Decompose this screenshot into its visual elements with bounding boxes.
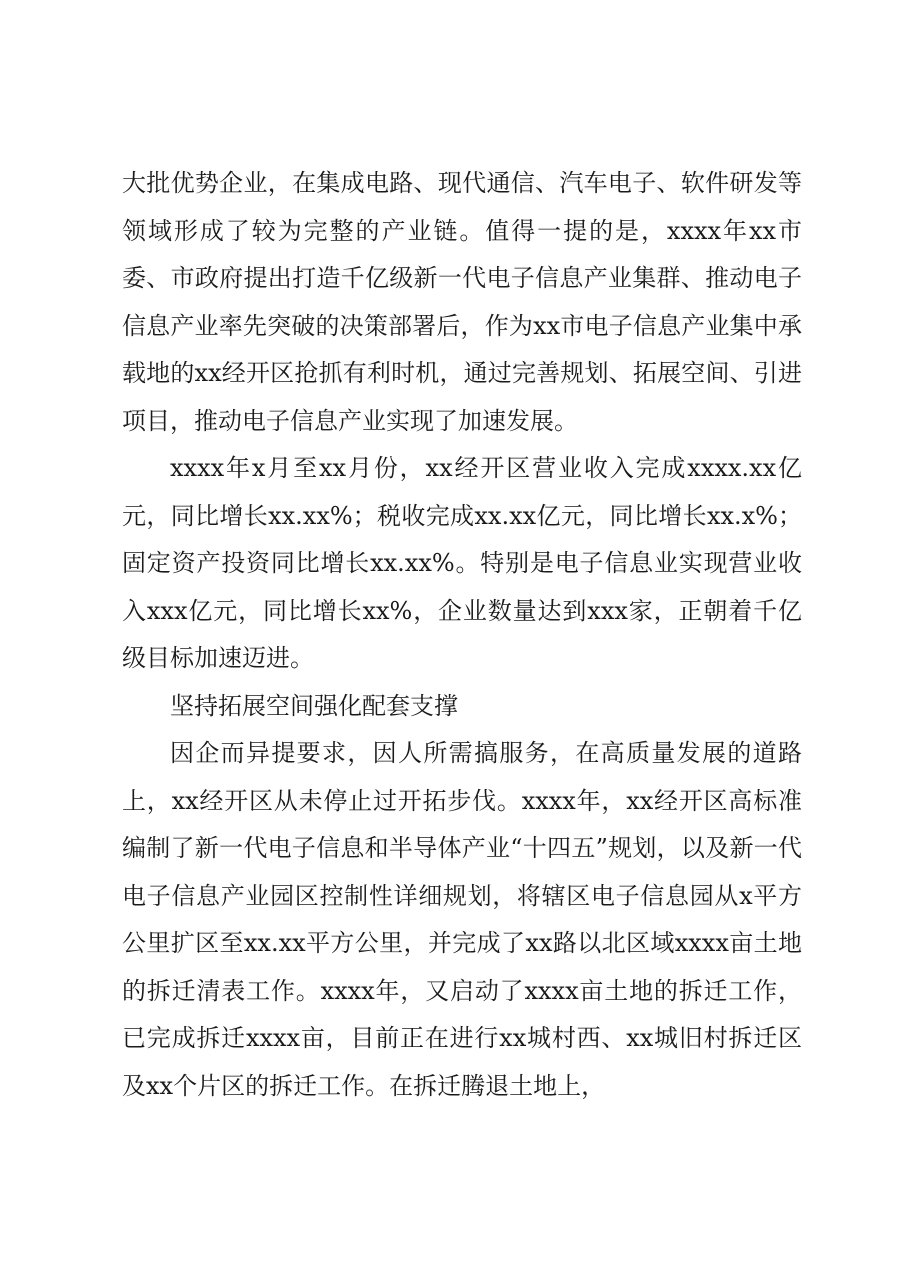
document-body bbox=[122, 160, 802, 1110]
paragraph-expansion: 因企而异提要求，因人所需搞服务，在高质量发展的道路上，xx经开区从未停止过开拓步伐。xxxx年，xx经开区高标准编制了新一代电子信息和半导体产业“十四五”规划，以及新一代电子信息产业园区控制性详细规划，将辖区电子信息园从x平方公里扩区至xx.xx平方公里，并完成了xx路以北区域xxxx亩土地的拆迁清表工作。xxxx年，又启动了xxxx亩土地的拆迁工作，已完成拆迁xxxx亩，目前正在进行xx城村西、xx城旧村拆迁区及xx个片区的拆迁工作。在拆迁腾退土地上， bbox=[122, 739, 802, 1100]
section-heading: 坚持拓展空间强化配套支撑 bbox=[170, 691, 458, 720]
paragraph-statistics: xxxx年x月至xx月份，xx经开区营业收入完成xxxx.xx亿元，同比增长xx.xx%；税收完成xx.xx亿元，同比增长xx.x%；固定资产投资同比增长xx.xx%。特别是电子信息业实现营业收入xxx亿元，同比增长xx%，企业数量达到xxx家，正朝着千亿级目标加速迈进。 bbox=[122, 454, 802, 672]
paragraph-continuation: 大批优势企业，在集成电路、现代通信、汽车电子、软件研发等领域形成了较为完整的产业链。值得一提的是，xxxx年xx市委、市政府提出打造千亿级新一代电子信息产业集群、推动电子信息产业率先突破的决策部署后，作为xx市电子信息产业集中承载地的xx经开区抢抓有利时机，通过完善规划、拓展空间、引进项目，推动电子信息产业实现了加速发展。 bbox=[122, 169, 802, 435]
